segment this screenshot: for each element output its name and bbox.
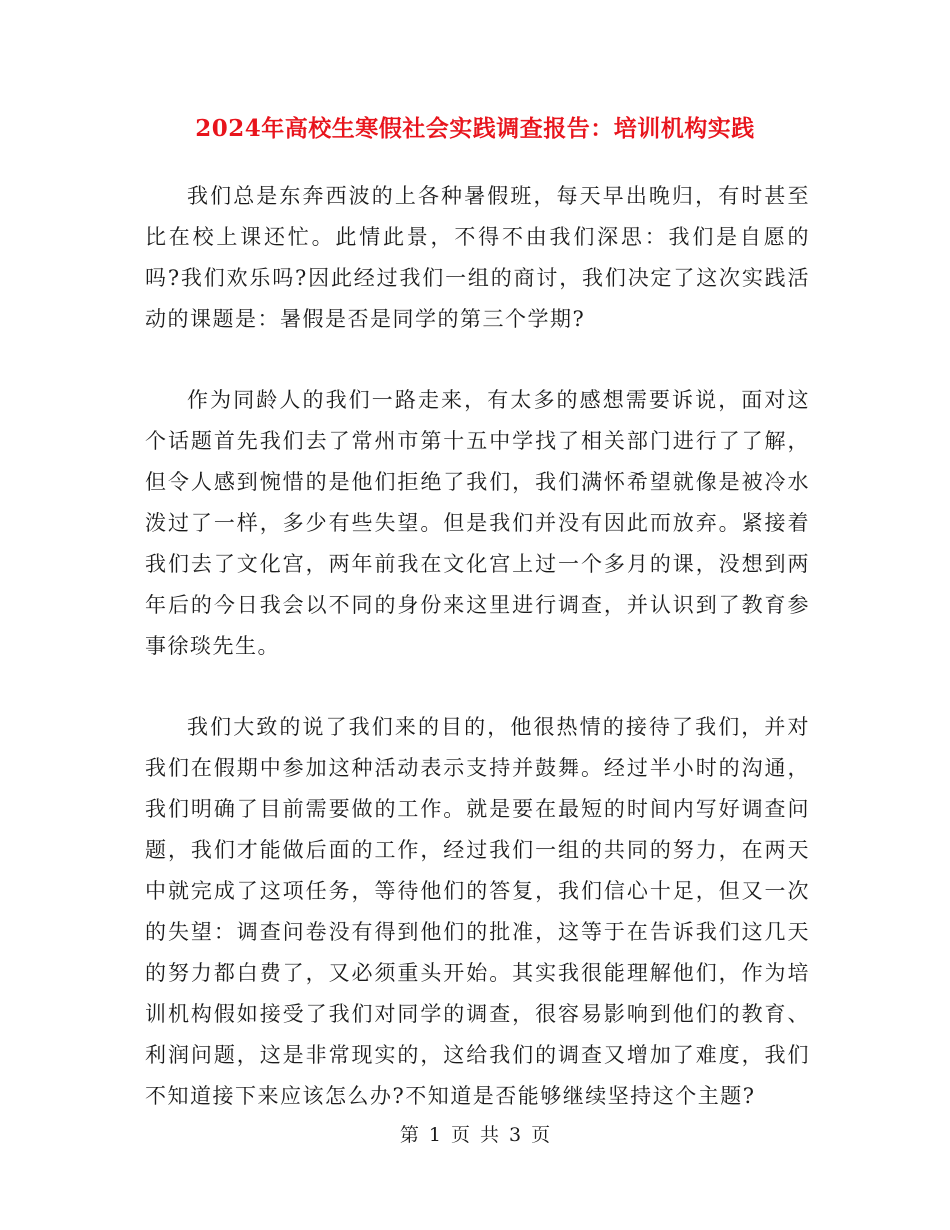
document-body — [145, 176, 810, 1157]
document-title: 2024年高校生寒假社会实践调查报告：培训机构实践 — [195, 115, 755, 142]
paragraph-1: 我们总是东奔西波的上各种暑假班，每天早出晚归，有时甚至比在校上课还忙。此情此景，不得不由我们深思：我们是自愿的吗?我们欢乐吗?因此经过我们一组的商讨，我们决定了这次实践活动的课题是：暑假是否是同学的第三个学期? — [145, 184, 810, 331]
paragraph-2: 作为同龄人的我们一路走来，有太多的感想需要诉说，面对这个话题首先我们去了常州市第十五中学找了相关部门进行了了解，但令人感到惋惜的是他们拒绝了我们，我们满怀希望就像是被冷水泼过了一样，多少有些失望。但是我们并没有因此而放弃。紧接着我们去了文化宫，两年前我在文化宫上过一个多月的课，没想到两年后的今日我会以不同的身份来这里进行调查，并认识到了教育参事徐琰先生。 — [145, 388, 810, 658]
page-number-footer: 第 1 页 共 3 页 — [399, 1124, 551, 1146]
paragraph-3: 我们大致的说了我们来的目的，他很热情的接待了我们，并对我们在假期中参加这种活动表示支持并鼓舞。经过半小时的沟通，我们明确了目前需要做的工作。就是要在最短的时间内写好调查问题，我们才能做后面的工作，经过我们一组的共同的努力，在两天中就完成了这项任务，等待他们的答复，我们信心十足，但又一次的失望：调查问卷没有得到他们的批准，这等于在告诉我们这几天的努力都白费了，又必须重头开始。其实我很能理解他们，作为培训机构假如接受了我们对同学的调查，很容易影响到他们的教育、利润问题，这是非常现实的，这给我们的调查又增加了难度，我们不知道接下来应该怎么办?不知道是否能够继续坚持这个主题? — [145, 715, 810, 1108]
